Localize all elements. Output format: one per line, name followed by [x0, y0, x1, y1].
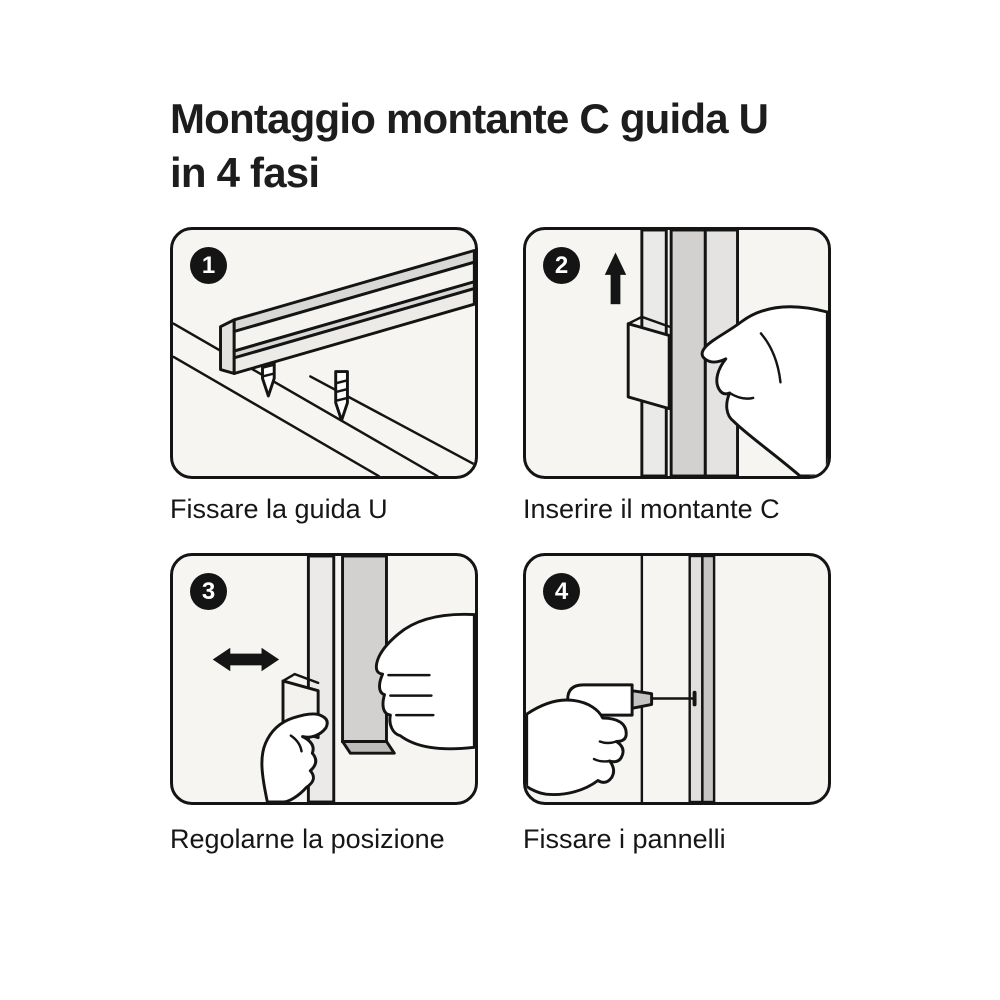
step-4-panel [523, 553, 831, 805]
page-title [170, 92, 768, 200]
title-line-2: in 4 fasi [170, 149, 320, 196]
step-1-caption: Fissare la guida U [170, 494, 388, 524]
title-line-1: Montaggio montante C guida U [170, 95, 769, 142]
step-3-caption: Regolarne la posizione [170, 824, 445, 854]
step-1-badge [190, 247, 227, 284]
step-4-badge [543, 573, 580, 610]
step-4-caption: Fissare i pannelli [523, 824, 726, 854]
hand-icon [376, 614, 474, 748]
u-track [221, 251, 475, 374]
arrow-up-icon [605, 252, 626, 304]
step-2-caption: Inserire il montante C [523, 494, 780, 524]
step-3-badge [190, 573, 227, 610]
wall-panels [642, 556, 714, 802]
step-1-panel [170, 227, 478, 479]
step-4-number: 4 [554, 577, 569, 605]
step-2-panel [523, 227, 831, 479]
arrow-left-right-icon [213, 648, 279, 671]
step-2-badge [543, 247, 580, 284]
step-2-number: 2 [554, 251, 569, 279]
step-1-number: 1 [201, 251, 216, 279]
step-3-number: 3 [201, 577, 216, 605]
step-3-panel [170, 553, 478, 805]
screw-icon [336, 372, 348, 421]
